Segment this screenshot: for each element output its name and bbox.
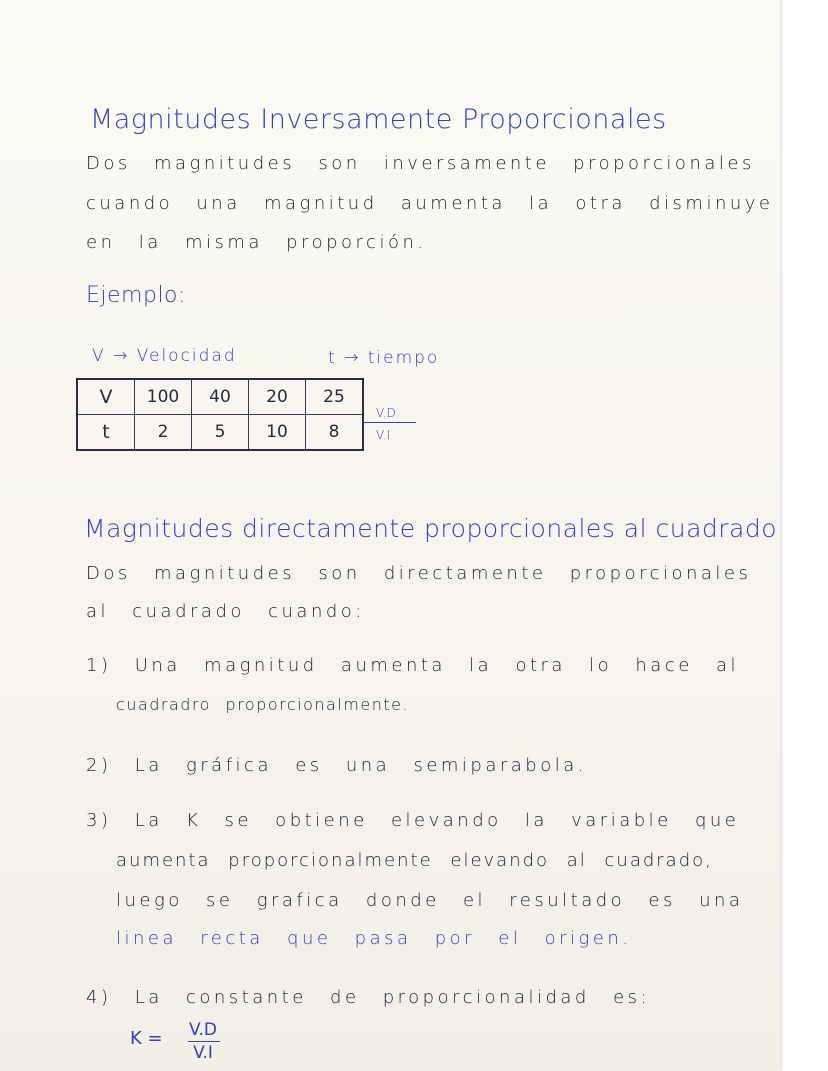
table-row bbox=[77, 379, 363, 415]
table-row bbox=[77, 415, 363, 451]
table-cell: 2 bbox=[135, 415, 192, 451]
table-cell: 5 bbox=[192, 415, 249, 451]
row-label-dependent: V.D bbox=[376, 406, 396, 420]
table-cell: 8 bbox=[306, 415, 364, 451]
text-line: Dos magnitudes son directamente proporcionales bbox=[86, 563, 752, 584]
row-label-independent: V.I bbox=[376, 428, 391, 442]
section-title-inverse: Magnitudes Inversamente Proporcionales bbox=[90, 104, 667, 135]
section-title-square: Magnitudes directamente proporcionales al cuadrado bbox=[84, 514, 778, 543]
fraction-bar bbox=[188, 1041, 220, 1042]
formula-numerator: V.D bbox=[189, 1020, 217, 1040]
example-label: Ejemplo: bbox=[86, 283, 186, 308]
legend-time: t → tiempo bbox=[328, 348, 440, 368]
table-cell: 25 bbox=[306, 379, 364, 415]
text-line: en la misma proporción. bbox=[86, 232, 427, 253]
table-cell: 20 bbox=[249, 379, 306, 415]
list-item: 4) La constante de proporcionalidad es: bbox=[86, 987, 651, 1008]
table-cell: 40 bbox=[192, 379, 249, 415]
velocity-time-table bbox=[76, 378, 364, 451]
table-divider-extension bbox=[362, 422, 416, 423]
list-item-continuation: luego se grafica donde el resultado es una bbox=[116, 890, 744, 911]
formula-denominator: V.I bbox=[193, 1043, 213, 1063]
table-cell: 100 bbox=[135, 379, 192, 415]
text-line: cuando una magnitud aumenta la otra disminuye bbox=[86, 193, 774, 214]
table-cell: t bbox=[77, 415, 135, 451]
table-cell: V bbox=[77, 379, 135, 415]
list-item-continuation: aumenta proporcionalmente elevando al cuadrado, bbox=[116, 850, 713, 871]
formula-lhs: K = bbox=[130, 1028, 163, 1049]
list-item-continuation: cuadradro proporcionalmente. bbox=[116, 695, 410, 714]
list-item: 2) La gráfica es una semiparabola. bbox=[86, 755, 588, 776]
table-cell: 10 bbox=[249, 415, 306, 451]
list-item-continuation: linea recta que pasa por el origen. bbox=[116, 928, 632, 949]
legend-velocity: V → Velocidad bbox=[92, 346, 237, 366]
list-item: 3) La K se obtiene elevando la variable que bbox=[86, 810, 740, 831]
text-line: Dos magnitudes son inversamente proporcionales bbox=[86, 153, 755, 174]
list-item: 1) Una magnitud aumenta la otra lo hace al bbox=[86, 655, 740, 676]
text-line: al cuadrado cuando: bbox=[86, 601, 365, 622]
